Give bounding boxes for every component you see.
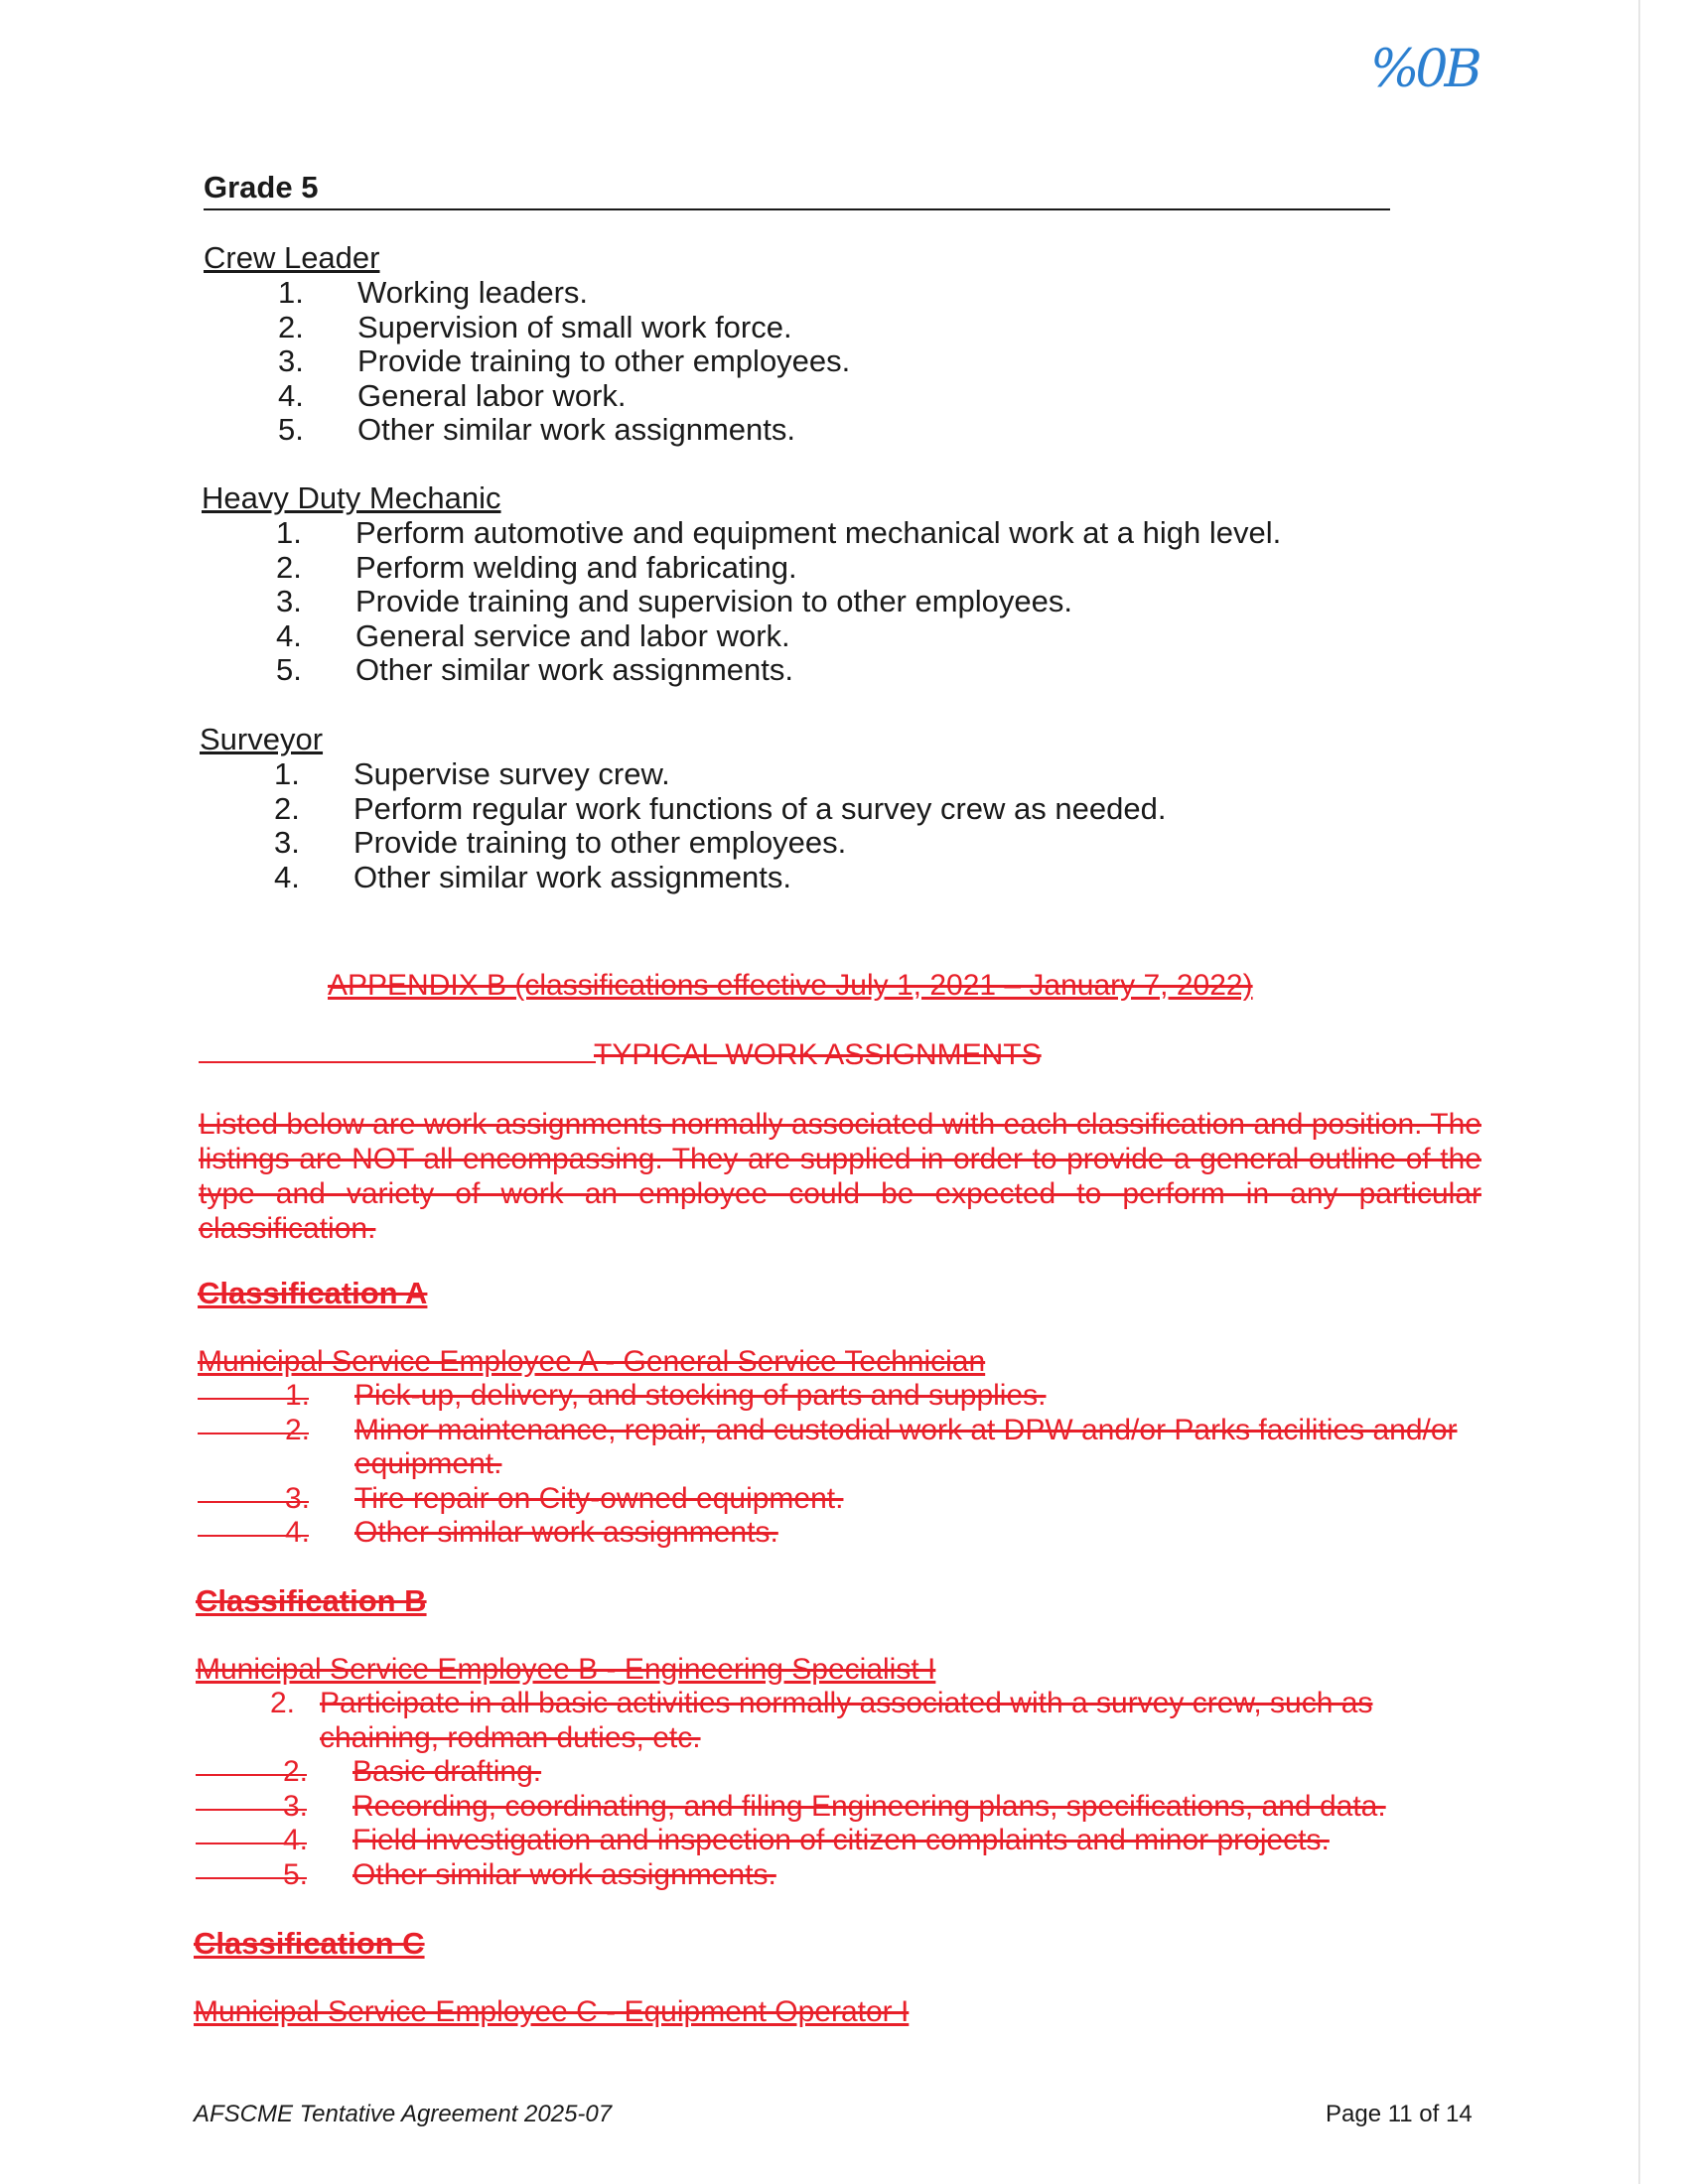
item-text: Working leaders. — [357, 275, 589, 310]
item-number: 3. — [283, 1789, 309, 1823]
appendix-intro-paragraph: Listed below are work assignments normally associated with each classification and position. The listings are NOT all encompassing. They are supplied in order to provide a general outline of the type and variety of work an employee could be expected to perform in any particular classification. — [199, 1108, 1481, 1245]
strike-rule — [199, 1061, 596, 1063]
classification-c — [194, 1926, 1484, 1962]
scan-edge-line — [1638, 0, 1640, 2184]
item-number: 5. — [278, 412, 304, 447]
item-number: 1. — [278, 275, 304, 310]
item-number: 3. — [278, 343, 304, 378]
item-text: Recording, coordinating, and filing Engineering plans, specifications, and data. — [352, 1789, 1386, 1823]
item-number: 4. — [283, 1824, 309, 1856]
appendix-subtitle: TYPICAL WORK ASSIGNMENTS — [594, 1038, 1042, 1071]
list-item — [202, 585, 1492, 619]
appendix-subtitle-row — [199, 1037, 1092, 1073]
item-number: 2. — [276, 549, 302, 585]
section-title: Crew Leader — [204, 240, 380, 275]
item-number: 2. — [270, 1687, 296, 1719]
item-number: 3. — [285, 1481, 311, 1515]
item-text: Perform welding and fabricating. — [355, 549, 797, 585]
item-number: 1. — [285, 1379, 311, 1412]
list-item — [200, 792, 1490, 827]
section-surveyor — [200, 722, 1490, 894]
item-number: 4. — [276, 617, 302, 653]
classification-b-role — [196, 1653, 1486, 1892]
item-text: Provide training to other employees. — [357, 343, 851, 378]
section-title: Heavy Duty Mechanic — [202, 480, 501, 515]
item-number: 1. — [274, 756, 300, 791]
duty-list — [200, 757, 1490, 894]
classification-heading: Classification C — [194, 1926, 425, 1961]
classification-a-role — [198, 1345, 1488, 1551]
list-item — [198, 1414, 1483, 1482]
item-text: Participate in all basic activities normally associated with a survey crew, such as chaining, rodman duties, etc. — [320, 1687, 1373, 1754]
item-text: Tire repair on City-owned equipment. — [354, 1481, 844, 1515]
duty-list — [198, 1379, 1483, 1551]
item-text: General service and labor work. — [355, 617, 790, 653]
item-number: 5. — [276, 652, 302, 687]
list-item — [196, 1858, 1483, 1893]
classification-b — [196, 1583, 1486, 1619]
list-item — [196, 1687, 1483, 1755]
item-text: Provide training and supervision to other employees. — [355, 584, 1073, 618]
classification-c-role — [194, 1995, 1484, 2029]
item-text: Other similar work assignments. — [353, 859, 792, 894]
footer-document-title: AFSCME Tentative Agreement 2025-07 — [194, 2101, 613, 2127]
role-title: Municipal Service Employee B - Engineering Specialist I — [196, 1653, 936, 1686]
item-number: 2. — [274, 790, 300, 826]
duty-list — [204, 276, 1494, 448]
list-item — [202, 653, 1492, 688]
list-item — [198, 1482, 1483, 1517]
item-number: 3. — [274, 825, 300, 860]
appendix-title: APPENDIX B (classifications effective July 1, 2021 – January 7, 2022) — [328, 969, 1253, 1002]
list-item — [204, 311, 1494, 345]
footer-page-number: Page 11 of 14 — [1326, 2101, 1473, 2127]
item-number: 2. — [278, 309, 304, 344]
list-item — [198, 1516, 1483, 1551]
item-text: Supervision of small work force. — [357, 309, 792, 344]
item-text: General labor work. — [357, 377, 627, 413]
item-text: Perform regular work functions of a survey crew as needed. — [353, 790, 1167, 826]
list-item — [200, 757, 1490, 792]
grade-heading: Grade 5 — [204, 169, 1390, 210]
classification-a — [198, 1276, 1488, 1311]
list-item — [200, 861, 1490, 895]
item-text: Minor maintenance, repair, and custodial work at DPW and/or Parks facilities and/or equipment. — [354, 1413, 1458, 1480]
list-item — [202, 619, 1492, 654]
item-text: Supervise survey crew. — [353, 756, 670, 791]
item-text: Provide training to other employees. — [353, 825, 847, 860]
item-number: 2. — [283, 1755, 309, 1788]
list-item — [198, 1379, 1483, 1414]
duty-list — [196, 1687, 1483, 1892]
section-crew-leader — [204, 240, 1494, 448]
list-item — [204, 344, 1494, 379]
item-text: Basic drafting. — [352, 1755, 542, 1788]
list-item — [196, 1790, 1483, 1825]
role-title: Municipal Service Employee A - General Service Technician — [198, 1345, 986, 1378]
item-text: Field investigation and inspection of citizen complaints and minor projects. — [352, 1824, 1330, 1856]
list-item — [204, 276, 1494, 311]
list-item — [196, 1824, 1483, 1858]
item-text: Pick-up, delivery, and stocking of parts and supplies. — [354, 1379, 1047, 1412]
item-text: Other similar work assignments. — [354, 1516, 778, 1549]
item-text: Other similar work assignments. — [355, 652, 794, 687]
list-item — [204, 413, 1494, 448]
classification-heading: Classification B — [196, 1583, 427, 1618]
item-text: Other similar work assignments. — [352, 1857, 776, 1891]
item-text: Perform automotive and equipment mechanical work at a high level. — [355, 515, 1282, 550]
list-item — [196, 1755, 1483, 1790]
section-title: Surveyor — [200, 722, 324, 756]
list-item — [200, 826, 1490, 861]
item-number: 4. — [278, 377, 304, 413]
item-number: 1. — [276, 515, 302, 550]
item-text: Other similar work assignments. — [357, 412, 796, 447]
item-number: 4. — [274, 859, 300, 894]
item-number: 3. — [276, 584, 302, 618]
role-title: Municipal Service Employee C - Equipment Operator I — [194, 1995, 910, 2028]
list-item — [202, 551, 1492, 586]
section-heavy-duty-mechanic — [202, 480, 1492, 688]
list-item — [202, 516, 1492, 551]
item-number: 5. — [283, 1857, 309, 1891]
item-number: 2. — [285, 1413, 311, 1446]
handwritten-initials: %0B — [1370, 40, 1478, 99]
item-number: 4. — [285, 1516, 311, 1549]
duty-list — [202, 516, 1492, 688]
classification-heading: Classification A — [198, 1276, 428, 1310]
list-item — [204, 379, 1494, 414]
